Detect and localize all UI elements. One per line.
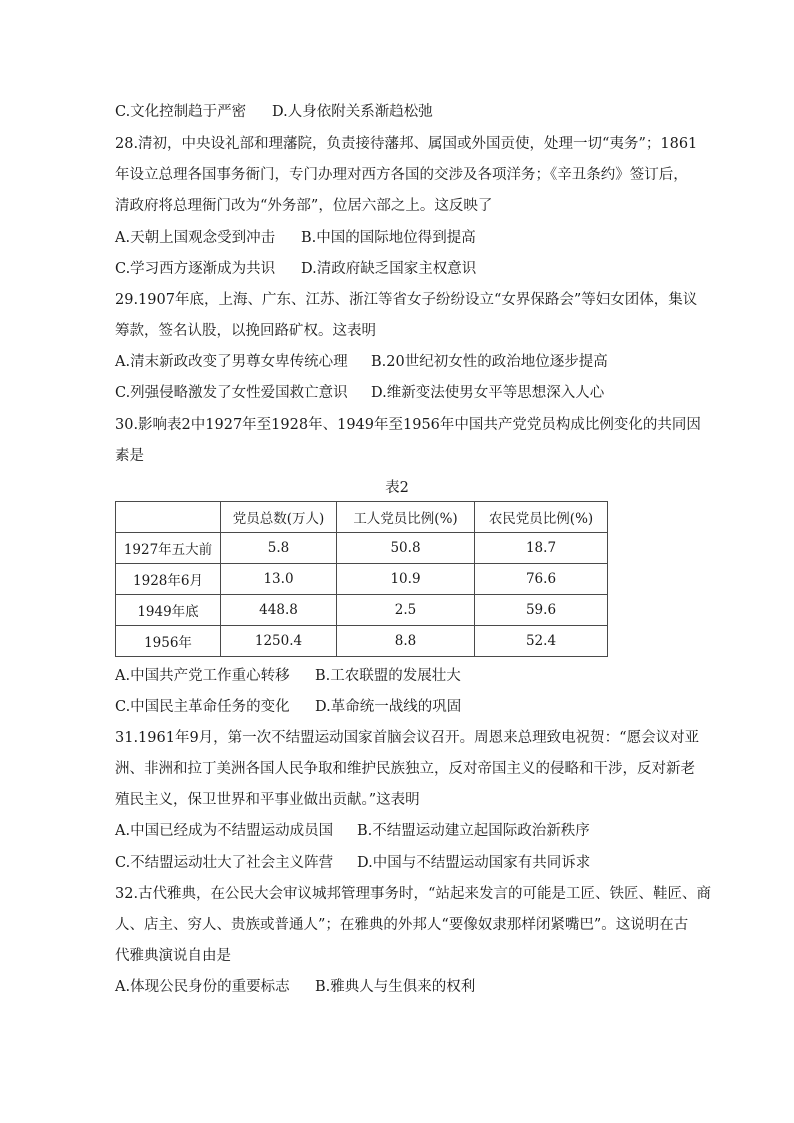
q29-option-b: B.20世纪初女性的政治地位逐步提高 [371, 354, 608, 370]
table-cell: 2.5 [337, 595, 475, 626]
table-cell: 52.4 [475, 626, 608, 657]
table-cell: 1949年底 [116, 595, 221, 626]
table-header-cell: 党员总数(万人) [221, 502, 337, 533]
table-row [116, 626, 608, 657]
q28-option-d: D.清政府缺乏国家主权意识 [301, 261, 477, 277]
q28-option-b: B.中国的国际地位得到提高 [301, 230, 476, 246]
q32-stem-line-2: 人、店主、穷人、贵族或普通人”；在雅典的外邦人“要像奴隶那样闭紧嘴巴”。这说明在古 [115, 917, 689, 933]
q28-stem-line-1: 28.清初，中央设礼部和理藩院，负责接待藩邦、属国或外国贡使，处理一切“夷务”；1861 [115, 136, 698, 152]
q29-stem-line-2: 筹款，签名认股，以挽回路矿权。这表明 [115, 323, 376, 339]
table-cell: 5.8 [221, 533, 337, 564]
table-caption: 表2 [385, 480, 409, 496]
q31-stem-line-3: 殖民主义，保卫世界和平事业做出贡献。”这表明 [115, 792, 420, 808]
q32-option-a: A.体现公民身份的重要标志 [115, 979, 290, 995]
table-cell: 8.8 [337, 626, 475, 657]
q29-option-a: A.清末新政改变了男尊女卑传统心理 [115, 354, 348, 370]
q32-stem-line-3: 代雅典演说自由是 [115, 948, 231, 964]
q29-stem-line-1: 29.1907年底，上海、广东、江苏、浙江等省女子纷纷设立“女界保路会”等妇女团体，集议 [115, 292, 698, 308]
q31-stem-line-2: 洲、非洲和拉丁美洲各国人民争取和维护民族独立，反对帝国主义的侵略和干涉，反对新老 [115, 761, 695, 777]
q30-option-a: A.中国共产党工作重心转移 [115, 668, 290, 684]
q30-stem-line-1: 30.影响表2中1927年至1928年、1949年至1956年中国共产党党员构成比例变化的共同因 [115, 417, 701, 433]
q32-stem-line-1: 32.古代雅典，在公民大会审议城邦管理事务时，“站起来发言的可能是工匠、铁匠、鞋匠、商 [115, 886, 711, 902]
table-cell: 10.9 [337, 564, 475, 595]
table-header-cell: 农民党员比例(%) [475, 502, 608, 533]
table-row [116, 533, 608, 564]
table-cell: 448.8 [221, 595, 337, 626]
q31-stem-line-1: 31.1961年9月，第一次不结盟运动国家首脑会议召开。周恩来总理致电祝贺：“愿会议对亚 [115, 730, 700, 746]
q27-option-c: C.文化控制趋于严密 [115, 104, 247, 120]
q28-stem-line-2: 年设立总理各国事务衙门，专门办理对西方各国的交涉及各项洋务；《辛丑条约》签订后， [115, 167, 688, 183]
q31-option-d: D.中国与不结盟运动国家有共同诉求 [357, 855, 591, 871]
q28-stem-line-3: 清政府将总理衙门改为“外务部”，位居六部之上。这反映了 [115, 198, 493, 214]
table-cell: 1956年 [116, 626, 221, 657]
table-cell: 50.8 [337, 533, 475, 564]
table-row [116, 564, 608, 595]
table-cell: 18.7 [475, 533, 608, 564]
q30-option-d: D.革命统一战线的巩固 [315, 699, 462, 715]
q30-option-c: C.中国民主革命任务的变化 [115, 699, 290, 715]
table-cell: 13.0 [221, 564, 337, 595]
table-row [116, 595, 608, 626]
q31-option-b: B.不结盟运动建立起国际政治新秩序 [357, 823, 590, 839]
q29-option-c: C.列强侵略激发了女性爱国救亡意识 [115, 385, 348, 401]
table-header-cell: 工人党员比例(%) [337, 502, 475, 533]
q32-option-b: B.雅典人与生俱来的权利 [315, 979, 476, 995]
q28-option-c: C.学习西方逐渐成为共识 [115, 261, 276, 277]
table-cell: 1928年6月 [116, 564, 221, 595]
party-membership-table [115, 501, 608, 657]
table-header-row [116, 502, 608, 533]
table-cell: 59.6 [475, 595, 608, 626]
q27-option-d: D.人身依附关系渐趋松弛 [272, 104, 433, 120]
q31-option-c: C.不结盟运动壮大了社会主义阵营 [115, 855, 334, 871]
q31-option-a: A.中国已经成为不结盟运动成员国 [115, 823, 334, 839]
table-cell: 1250.4 [221, 626, 337, 657]
table-cell: 76.6 [475, 564, 608, 595]
table-header-cell [116, 502, 221, 533]
table-cell: 1927年五大前 [116, 533, 221, 564]
q30-option-b: B.工农联盟的发展壮大 [315, 668, 461, 684]
q30-stem-line-2: 素是 [115, 448, 144, 464]
q29-option-d: D.维新变法使男女平等思想深入人心 [371, 385, 605, 401]
q28-option-a: A.天朝上国观念受到冲击 [115, 230, 276, 246]
